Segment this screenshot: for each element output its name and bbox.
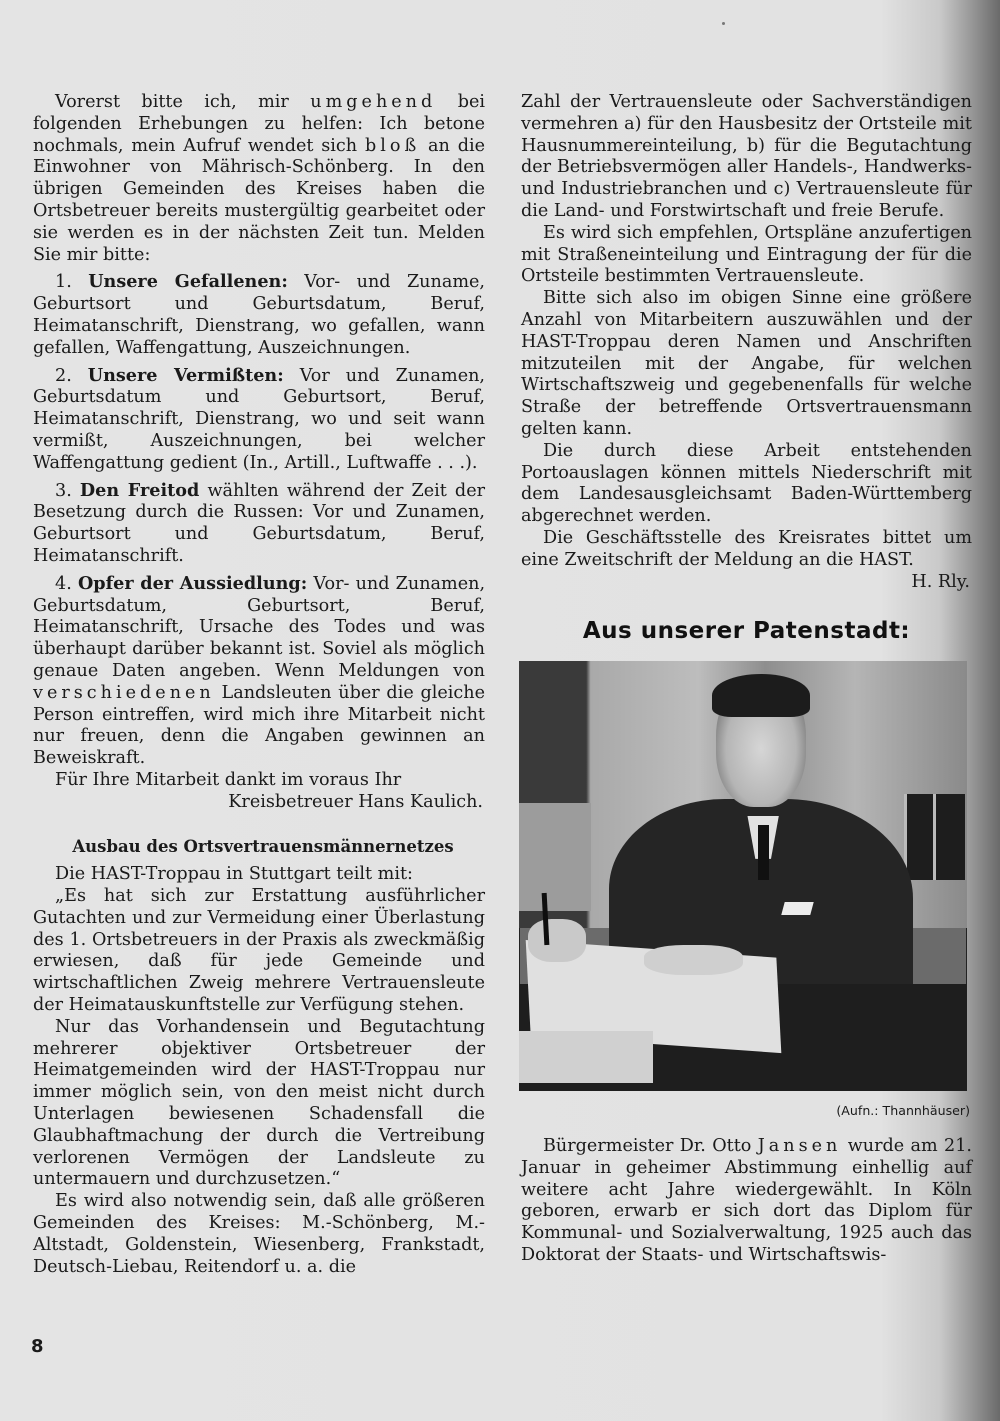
- feature-text: wurde am 21. Januar in geheimer Abstimmung einhellig auf weitere acht Jahre wiedergewählt. In Köln geboren, erwarb er sich dort das Diplom für Kommunal- und Sozialverwaltung, 1925 auch das Doktorat der Staats- und Wirtschaftswis-: [521, 1135, 972, 1265]
- photo-tie: [758, 825, 770, 881]
- photo-hand-writing: [528, 919, 586, 962]
- item-heading: Den Freitod: [79, 479, 200, 501]
- item-heading: Unsere Vermißten:: [87, 364, 284, 386]
- section-paragraph: Die HAST-Troppau in Stuttgart teilt mit:: [55, 864, 413, 885]
- photo-hair: [712, 674, 811, 717]
- intro-text-rest-2: an die Einwohner von Mährisch-Schönberg. In den übrigen Gemeinden des Kreises haben die Ortsbetreuer bereits mustergültig gearbeitet oder sie werden es in der nächsten Zeit tun. Melden Sie mir bitte:: [33, 135, 486, 265]
- thanks-line: Für Ihre Mitarbeit dankt im voraus Ihr: [55, 769, 402, 790]
- list-item: [33, 573, 485, 770]
- feature-name: Jansen: [757, 1135, 842, 1156]
- item-heading: Opfer der Aussiedlung:: [77, 572, 308, 594]
- section-paragraph: Nur das Vorhandensein und Begutachtung mehrerer objektiver Ortsbetreuer der Heimatgemeinden wird der HAST-Troppau nur immer möglich sein, von den meist nicht durch Unterlagen bewiesenen Schadensfall die Glaubhaftmachung der durch die Vertreibung verlorenen Vermögen der Landsleute zu untermauern und durchzusetzen.“: [33, 1016, 485, 1190]
- paragraph: Bitte sich also im obigen Sinne eine größere Anzahl von Mitarbeitern auszuwählen und der HAST-Troppau deren Namen und Anschriften mitzuteilen mit der Angabe, für welchen Wirtschaftszweig und gegebenenfalls für welche Straße der betreffende Ortsvertrauensmann gelten kann.: [521, 288, 972, 439]
- intro-spaced-word-2: bloß: [364, 135, 421, 156]
- item-text: Vor- und Zunamen, Geburtsdatum, Geburtsort, Beruf, Heimatanschrift, Ursache des Todes und was überhaupt darüber bekannt ist. Soviel als möglich genaue Daten angeben. Wenn Meldungen von: [33, 573, 486, 681]
- item-number: 3.: [55, 480, 72, 501]
- paragraph: Die Geschäftsstelle des Kreisrates bittet um eine Zweitschrift der Meldung an die HAST.: [521, 527, 972, 570]
- feature-text-start: Bürgermeister Dr. Otto: [543, 1135, 752, 1156]
- paper-speck: [722, 22, 725, 25]
- intro-text: Vorerst bitte ich, mir: [55, 92, 289, 112]
- photo-pocket-square: [782, 902, 815, 915]
- list-item: [33, 480, 485, 568]
- right-column: [521, 92, 972, 1267]
- portrait-photo: [519, 661, 967, 1091]
- signature: H. Rly.: [911, 571, 970, 592]
- page-number: 8: [31, 1336, 44, 1357]
- feature-paragraph: [521, 1136, 972, 1267]
- photo-papers: [519, 1031, 653, 1083]
- feature-title: Aus unserer Patenstadt:: [582, 618, 911, 645]
- left-column: [33, 92, 485, 1278]
- photo-cabinet: [519, 803, 591, 911]
- section-heading: Ausbau des Ortsvertrauensmännernetzes: [72, 836, 454, 856]
- item-number: 2.: [55, 365, 72, 386]
- continued-paragraph: Zahl der Vertrauensleute oder Sachverständigen vermehren a) für den Hausbesitz der Ortsteile mit Hausnummereinteilung, b) für die Begutachtung der Betriebsvermögen aller Handels-, Handwerks- und Industriebranchen und c) Vertrauensleute für die Land- und Forstwirtschaft und freie Berufe.: [521, 92, 972, 221]
- intro-text-rest: bei folgenden Erhebungen zu helfen: Ich betone nochmals, mein Aufruf wendet sich: [33, 92, 486, 156]
- intro-paragraph: [33, 92, 485, 266]
- signature: Kreisbetreuer Hans Kaulich.: [228, 791, 483, 812]
- photo-hand-resting: [644, 945, 743, 975]
- item-text: wählten während der Zeit der Besetzung durch die Russen: Vor und Zunamen, Geburtsort und Geburtsdatum, Beruf, Heimatanschrift.: [33, 480, 486, 566]
- list-item: [33, 365, 485, 475]
- item-text: Vor und Zunamen, Geburtsdatum und Geburtsort, Beruf, Heimatanschrift, Dienstrang, wo und seit wann vermißt, Auszeichnungen, bei welcher Waffengattung gedient (In., Artill., Luftwaffe . . .).: [33, 365, 486, 473]
- item-spaced-word: verschiedenen: [33, 682, 215, 703]
- section-paragraph: „Es hat sich zur Erstattung ausführlicher Gutachten und zur Vermeidung einer Überlastung des 1. Ortsbetreuers in der Praxis als zweckmäßig erwiesen, daß für jede Gemeinde und wirtschaftlichen Zweig mehrere Vertrauensleute der Heimatauskunftstelle zur Verfügung stehen.: [33, 886, 485, 1016]
- section-paragraph: Es wird also notwendig sein, daß alle größeren Gemeinden des Kreises: M.-Schönberg, M.-Altstadt, Goldenstein, Wiesenberg, Frankstadt, Deutsch-Liebau, Reitendorf u. a. die: [33, 1191, 485, 1277]
- item-number: 4.: [55, 573, 72, 594]
- item-text: Vor- und Zuname, Geburtsort und Geburtsdatum, Beruf, Heimatanschrift, Dienstrang, wo gefallen, wann gefallen, Waffengattung, Auszeichnungen.: [33, 272, 486, 358]
- item-number: 1.: [55, 272, 72, 293]
- item-text-rest: Landsleuten über die gleiche Person eintreffen, wird mich ihre Mitarbeit nicht nur freuen, denn die Angaben gewinnen an Beweiskraft.: [33, 682, 486, 769]
- list-item: [33, 271, 485, 359]
- photo-window: [904, 794, 965, 880]
- item-heading: Unsere Gefallenen:: [88, 271, 288, 293]
- photo-caption: (Aufn.: Thannhäuser): [836, 1103, 970, 1119]
- paragraph: Es wird sich empfehlen, Ortspläne anzufertigen mit Straßeneinteilung und Eintragung der für die Ortsteile bestimmten Vertrauensleute.: [521, 222, 972, 287]
- intro-spaced-word: umgehend: [310, 92, 437, 112]
- paragraph: Die durch diese Arbeit entstehenden Portoauslagen können mittels Niederschrift mit dem Landesausgleichsamt Baden-Württemberg abgerechnet werden.: [521, 440, 972, 527]
